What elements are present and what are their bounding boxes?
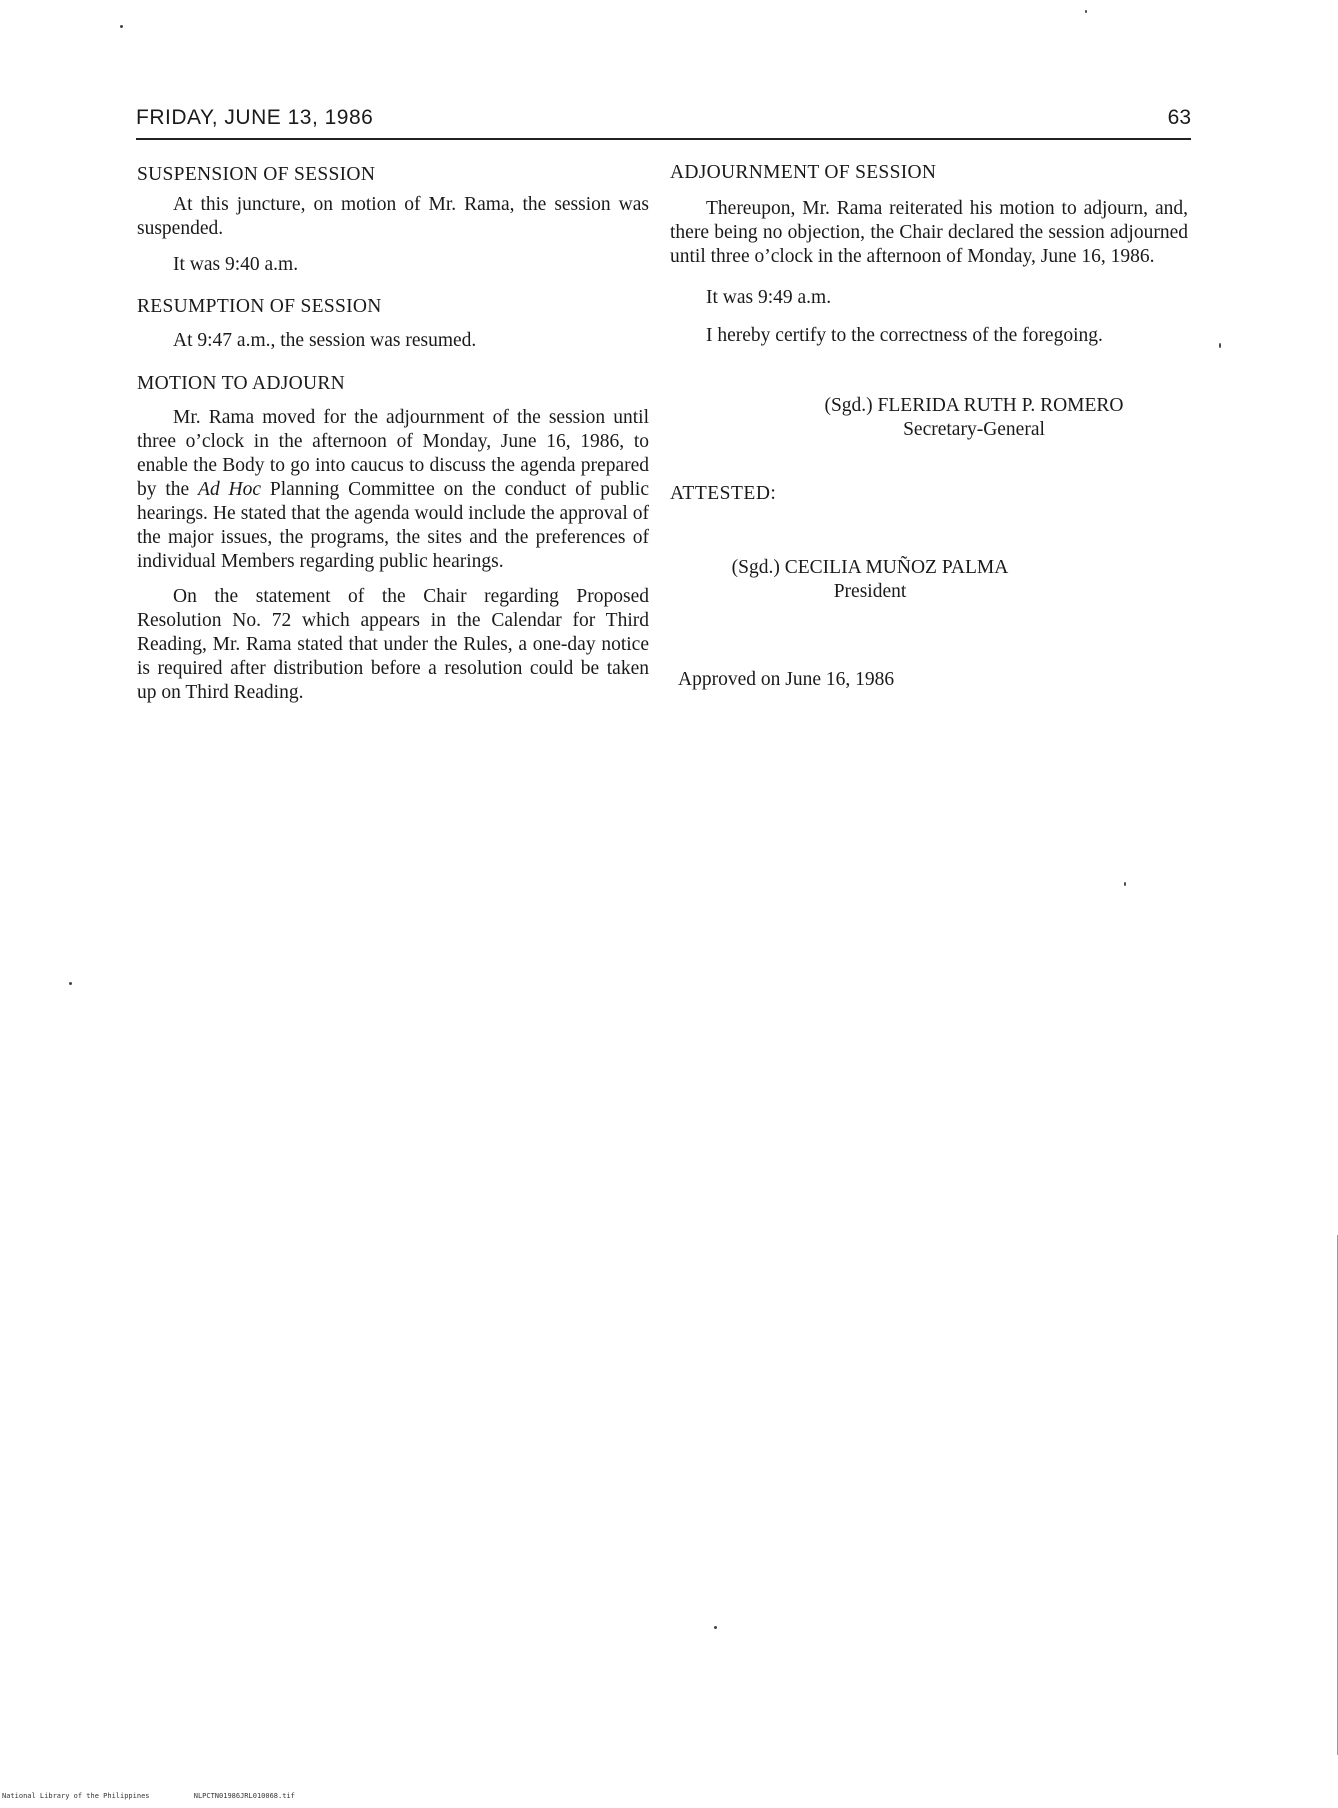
suspension-heading: SUSPENSION OF SESSION <box>137 164 376 185</box>
secretary-title: Secretary-General <box>903 419 1045 440</box>
suspension-paragraph: At this juncture, on motion of Mr. Rama, the session was suspended. <box>137 194 649 239</box>
signature-block-secretary <box>670 394 1188 442</box>
scan-speck <box>1219 343 1221 348</box>
scan-speck <box>1085 10 1087 13</box>
adjournment-paragraph: Thereupon, Mr. Rama reiterated his motion to adjourn, and, there being no objection, the Chair declared the session adjourned until three o’clock in the afternoon of Monday, June 16, 1986. <box>670 198 1188 267</box>
right-column <box>670 161 1188 692</box>
scan-speck <box>120 25 123 28</box>
resumption-heading: RESUMPTION OF SESSION <box>137 296 382 317</box>
left-column <box>137 163 649 705</box>
adjournment-heading: ADJOURNMENT OF SESSION <box>670 162 937 183</box>
motion-paragraph-1-part-a: Mr. Rama moved for the adjournment of the session until three o’clock in the afternoon of Monday, June 16, 1986, to enable the Body to go into caucus to discuss the agenda prepared by the <box>137 407 649 500</box>
scan-footer <box>2 1792 335 1800</box>
resumption-paragraph: At 9:47 a.m., the session was resumed. <box>173 330 477 351</box>
scan-speck <box>714 1626 717 1629</box>
motion-heading: MOTION TO ADJOURN <box>137 373 346 394</box>
page-number: 63 <box>1167 106 1191 129</box>
signature-block-president <box>670 556 1070 604</box>
suspension-time: It was 9:40 a.m. <box>173 254 299 275</box>
scan-speck <box>69 982 72 985</box>
adjournment-time: It was 9:49 a.m. <box>706 287 832 308</box>
president-title: President <box>833 581 907 602</box>
motion-paragraph-1-part-b: Planning Committee on the conduct of public hearings. He stated that the agenda would include the approval of the major issues, the programs, the sites and the preferences of individual Members regarding public hearings. <box>137 479 649 572</box>
motion-paragraph-1 <box>137 406 649 574</box>
motion-paragraph-1-italic: Ad Hoc <box>198 479 262 500</box>
footer-library: National Library of the Philippines <box>2 1792 150 1800</box>
secretary-name: (Sgd.) FLERIDA RUTH P. ROMERO <box>824 395 1124 416</box>
president-name: (Sgd.) CECILIA MUÑOZ PALMA <box>731 557 1009 578</box>
scan-edge-mark <box>1333 1235 1338 1755</box>
running-head-date: FRIDAY, JUNE 13, 1986 <box>136 106 374 129</box>
attested-label: ATTESTED: <box>670 483 777 504</box>
approval-line: Approved on June 16, 1986 <box>678 669 895 690</box>
footer-file: NLPCTN01986JRL010068.tif <box>193 1792 295 1800</box>
scan-speck <box>1124 882 1126 886</box>
certification-paragraph: I hereby certify to the correctness of the foregoing. <box>706 325 1103 346</box>
motion-paragraph-2: On the statement of the Chair regarding Proposed Resolution No. 72 which appears in the Calendar for Third Reading, Mr. Rama stated that under the Rules, a one-day notice is required after distribution before a resolution could be taken up on Third Reading. <box>137 586 649 703</box>
running-head <box>136 104 1191 140</box>
